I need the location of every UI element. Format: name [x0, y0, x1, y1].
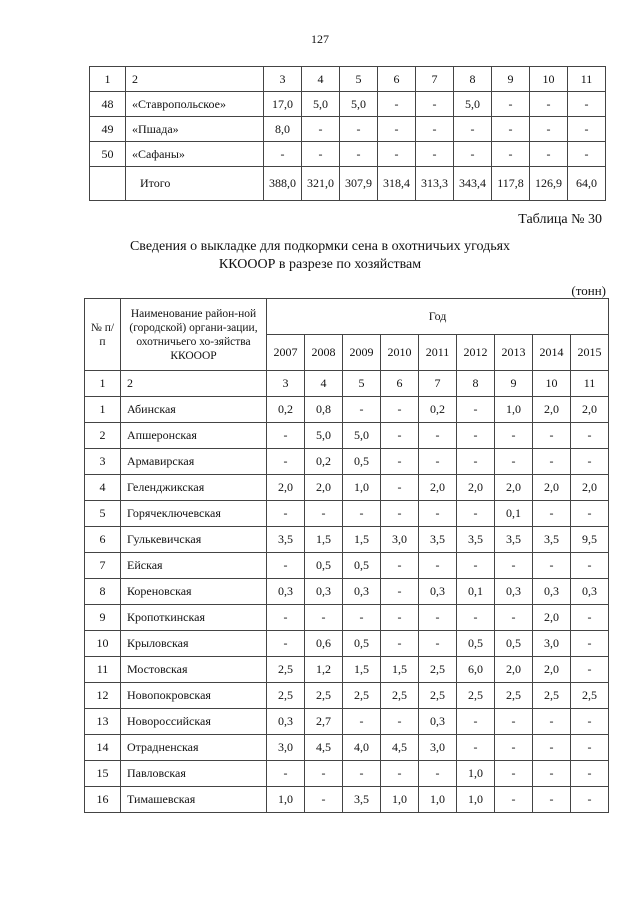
- table-cell: Итого: [126, 167, 264, 201]
- table-cell: 0,5: [305, 553, 343, 579]
- table-cell: -: [419, 501, 457, 527]
- table-cell: 11: [85, 657, 121, 683]
- table-cell: -: [267, 553, 305, 579]
- table-cell: -: [571, 449, 609, 475]
- table-cell: 9: [495, 371, 533, 397]
- table-cell: 12: [85, 683, 121, 709]
- table-cell: «Пшада»: [126, 117, 264, 142]
- table-cell: -: [530, 117, 568, 142]
- table-cell: 343,4: [454, 167, 492, 201]
- table-cell: 5: [340, 67, 378, 92]
- table-cell: 10: [85, 631, 121, 657]
- table-cell: 0,8: [305, 397, 343, 423]
- unit-label: (тонн): [571, 283, 606, 298]
- table-cell: -: [571, 631, 609, 657]
- table-cell: Геленджикская: [121, 475, 267, 501]
- table-cell: 4,5: [305, 735, 343, 761]
- table-cell: 126,9: [530, 167, 568, 201]
- continued-table: [89, 66, 606, 201]
- table-cell: Отрадненская: [121, 735, 267, 761]
- table-cell: 2,0: [571, 475, 609, 501]
- table-cell: Кропоткинская: [121, 605, 267, 631]
- hay-feeding-table: [84, 298, 609, 813]
- table-cell: Новопокровская: [121, 683, 267, 709]
- table-cell: 2,0: [533, 605, 571, 631]
- table-cell: -: [305, 787, 343, 813]
- table-row: [85, 735, 609, 761]
- table-cell: -: [416, 142, 454, 167]
- table-cell: -: [454, 117, 492, 142]
- table-cell: 3,0: [381, 527, 419, 553]
- table-cell: -: [533, 735, 571, 761]
- table-cell: -: [571, 501, 609, 527]
- table-cell: -: [343, 709, 381, 735]
- table-cell: 13: [85, 709, 121, 735]
- table-cell: -: [533, 449, 571, 475]
- caption-line-1: Сведения о выкладке для подкормки сена в охотничьих угодьях: [129, 239, 511, 254]
- table-row: [85, 475, 609, 501]
- table-cell: 2,0: [495, 475, 533, 501]
- table-cell: -: [571, 657, 609, 683]
- table-cell: 9: [492, 67, 530, 92]
- table-cell: -: [340, 142, 378, 167]
- page-number: 127: [311, 32, 329, 46]
- table-cell: 3,5: [495, 527, 533, 553]
- table-cell: 0,3: [267, 709, 305, 735]
- table-cell: -: [381, 605, 419, 631]
- table-cell: -: [381, 423, 419, 449]
- table-cell: 1,0: [457, 761, 495, 787]
- table-cell: 3,0: [533, 631, 571, 657]
- table-cell: -: [457, 397, 495, 423]
- table-cell: 4: [305, 371, 343, 397]
- table-cell: 4: [302, 67, 340, 92]
- table-cell: 1,0: [457, 787, 495, 813]
- table-cell: -: [495, 423, 533, 449]
- table-row: [85, 631, 609, 657]
- table-cell: 1,0: [419, 787, 457, 813]
- table-cell: 313,3: [416, 167, 454, 201]
- table-cell: -: [381, 579, 419, 605]
- table-cell: 2,5: [457, 683, 495, 709]
- table-cell: 11: [571, 371, 609, 397]
- table-cell: 2,5: [381, 683, 419, 709]
- year-header: 2008: [305, 335, 343, 371]
- table-cell: -: [495, 709, 533, 735]
- table-cell: 2,5: [267, 657, 305, 683]
- table-cell: 9,5: [571, 527, 609, 553]
- table-cell: 0,5: [343, 553, 381, 579]
- table-row: [85, 553, 609, 579]
- table-cell: 3,0: [419, 735, 457, 761]
- table-cell: -: [457, 605, 495, 631]
- table-cell: 14: [85, 735, 121, 761]
- table-cell: 10: [533, 371, 571, 397]
- table-cell: 4,5: [381, 735, 419, 761]
- table-cell: -: [533, 423, 571, 449]
- table-cell: 0,1: [495, 501, 533, 527]
- table-row: [90, 117, 606, 142]
- table-cell: 3: [264, 67, 302, 92]
- table-cell: 5,0: [340, 92, 378, 117]
- table-row: [85, 657, 609, 683]
- table-cell: 5,0: [343, 423, 381, 449]
- table-cell: 0,5: [343, 631, 381, 657]
- table-cell: Гулькевичская: [121, 527, 267, 553]
- table-cell: 0,3: [419, 579, 457, 605]
- table-cell: -: [343, 397, 381, 423]
- table-cell: 2,5: [305, 683, 343, 709]
- table-cell: 2,0: [267, 475, 305, 501]
- table-cell: 11: [568, 67, 606, 92]
- table-total-row: [90, 167, 606, 201]
- table-cell: -: [571, 605, 609, 631]
- table-cell: 2,5: [571, 683, 609, 709]
- table-cell: -: [571, 787, 609, 813]
- table-cell: 318,4: [378, 167, 416, 201]
- table-cell: -: [416, 117, 454, 142]
- table-cell: 1: [90, 67, 126, 92]
- table-cell: 0,3: [305, 579, 343, 605]
- table-cell: 49: [90, 117, 126, 142]
- table-cell: 0,3: [533, 579, 571, 605]
- table-cell: 1,0: [381, 787, 419, 813]
- table-row: [85, 397, 609, 423]
- table-cell: -: [568, 142, 606, 167]
- table-cell: 2,0: [305, 475, 343, 501]
- table-cell: 0,3: [495, 579, 533, 605]
- table-cell: -: [378, 142, 416, 167]
- table-cell: 5,0: [302, 92, 340, 117]
- table-cell: 2: [121, 371, 267, 397]
- table-cell: Мостовская: [121, 657, 267, 683]
- table-cell: 5,0: [305, 423, 343, 449]
- table-cell: -: [571, 709, 609, 735]
- table-cell: -: [571, 423, 609, 449]
- table-cell: 5,0: [454, 92, 492, 117]
- table-cell: -: [267, 449, 305, 475]
- table-row: [85, 605, 609, 631]
- table-cell: 2,5: [495, 683, 533, 709]
- table-cell: 6: [85, 527, 121, 553]
- table-cell: -: [378, 92, 416, 117]
- header-year: Год: [267, 299, 609, 335]
- table-cell: 2,0: [457, 475, 495, 501]
- table-cell: 10: [530, 67, 568, 92]
- table-cell: 1: [85, 371, 121, 397]
- table-cell: 0,5: [457, 631, 495, 657]
- year-header: 2011: [419, 335, 457, 371]
- table-cell: Апшеронская: [121, 423, 267, 449]
- table-cell: 3,5: [343, 787, 381, 813]
- caption-line-2: ККОООР в разрезе по хозяйствам: [218, 257, 422, 272]
- table-cell: -: [267, 631, 305, 657]
- year-header: 2010: [381, 335, 419, 371]
- table-cell: -: [305, 761, 343, 787]
- table-cell: -: [492, 92, 530, 117]
- table-cell: 2,0: [533, 657, 571, 683]
- table-cell: 3,0: [267, 735, 305, 761]
- table-cell: 48: [90, 92, 126, 117]
- table-cell: -: [381, 449, 419, 475]
- table-cell: 2: [85, 423, 121, 449]
- table-index-row: [85, 371, 609, 397]
- table-cell: 0,5: [495, 631, 533, 657]
- table-cell: 3: [267, 371, 305, 397]
- table-cell: -: [416, 92, 454, 117]
- table-cell: -: [568, 92, 606, 117]
- table-row: [85, 449, 609, 475]
- table-row: [85, 501, 609, 527]
- table-cell: 2,5: [419, 657, 457, 683]
- year-header: 2015: [571, 335, 609, 371]
- table-cell: -: [533, 709, 571, 735]
- table-index-row: [90, 67, 606, 92]
- table-cell: 17,0: [264, 92, 302, 117]
- table-cell: 307,9: [340, 167, 378, 201]
- table-cell: 1,0: [267, 787, 305, 813]
- table-cell: -: [495, 761, 533, 787]
- table-cell: -: [495, 449, 533, 475]
- table-cell: -: [381, 709, 419, 735]
- table-cell: 7: [416, 67, 454, 92]
- table-cell: 0,3: [343, 579, 381, 605]
- table-cell: «Сафаны»: [126, 142, 264, 167]
- table-cell: Абинская: [121, 397, 267, 423]
- table-cell: -: [495, 787, 533, 813]
- table-cell: -: [378, 117, 416, 142]
- table-cell: -: [343, 605, 381, 631]
- table-row: [85, 527, 609, 553]
- table-cell: 2,0: [571, 397, 609, 423]
- table-cell: 0,2: [419, 397, 457, 423]
- table-cell: 3,5: [267, 527, 305, 553]
- table-cell: 4: [85, 475, 121, 501]
- table-cell: 0,3: [267, 579, 305, 605]
- table-cell: -: [419, 605, 457, 631]
- table-cell: 6: [378, 67, 416, 92]
- table-cell: 3,5: [419, 527, 457, 553]
- table-cell: Ейская: [121, 553, 267, 579]
- table-cell: -: [419, 761, 457, 787]
- table-cell: -: [530, 92, 568, 117]
- table-cell: 1,0: [495, 397, 533, 423]
- table-row: [85, 423, 609, 449]
- table-cell: -: [457, 735, 495, 761]
- table-cell: -: [571, 735, 609, 761]
- table-cell: -: [340, 117, 378, 142]
- table-cell: -: [457, 553, 495, 579]
- table-number-label: Таблица № 30: [518, 212, 602, 227]
- table-cell: -: [492, 117, 530, 142]
- table-cell: 2,5: [419, 683, 457, 709]
- table-cell: 0,2: [267, 397, 305, 423]
- table-cell: 6: [381, 371, 419, 397]
- table-cell: 50: [90, 142, 126, 167]
- table-cell: Новороссийская: [121, 709, 267, 735]
- table-cell: 3: [85, 449, 121, 475]
- table-cell: 6,0: [457, 657, 495, 683]
- table-cell: 0,5: [343, 449, 381, 475]
- table-cell: 0,3: [419, 709, 457, 735]
- table-caption: [0, 238, 640, 274]
- table-cell: -: [267, 423, 305, 449]
- table-cell: 2,0: [495, 657, 533, 683]
- table-cell: -: [302, 142, 340, 167]
- year-header: 2014: [533, 335, 571, 371]
- table-cell: -: [530, 142, 568, 167]
- table-cell: -: [267, 761, 305, 787]
- table-cell: -: [381, 475, 419, 501]
- table-cell: -: [571, 553, 609, 579]
- table-cell: -: [419, 423, 457, 449]
- table-cell: -: [302, 117, 340, 142]
- table-row: [85, 761, 609, 787]
- table-cell: -: [533, 787, 571, 813]
- table-cell: 8: [457, 371, 495, 397]
- table-cell: -: [571, 761, 609, 787]
- table-cell: 4,0: [343, 735, 381, 761]
- table-cell: -: [533, 553, 571, 579]
- table-row: [90, 142, 606, 167]
- table-cell: 7: [85, 553, 121, 579]
- table-cell: 3,5: [533, 527, 571, 553]
- table-cell: [90, 167, 126, 201]
- table-cell: 2,7: [305, 709, 343, 735]
- table-row: [85, 579, 609, 605]
- table-cell: 2,0: [533, 475, 571, 501]
- table-cell: -: [381, 553, 419, 579]
- table-cell: 8: [85, 579, 121, 605]
- table-cell: -: [457, 423, 495, 449]
- table-cell: -: [454, 142, 492, 167]
- table-cell: -: [457, 709, 495, 735]
- table-cell: -: [343, 501, 381, 527]
- table-cell: Армавирская: [121, 449, 267, 475]
- table-cell: 1,0: [343, 475, 381, 501]
- table-cell: 7: [419, 371, 457, 397]
- table-cell: 1: [85, 397, 121, 423]
- table-cell: 5: [85, 501, 121, 527]
- table-cell: 1,5: [343, 527, 381, 553]
- table-cell: -: [533, 761, 571, 787]
- table-cell: 117,8: [492, 167, 530, 201]
- year-header: 2009: [343, 335, 381, 371]
- table-cell: 2,5: [343, 683, 381, 709]
- table-cell: -: [343, 761, 381, 787]
- table-cell: 2: [126, 67, 264, 92]
- table-cell: -: [381, 631, 419, 657]
- table-cell: 3,5: [457, 527, 495, 553]
- table-row: [90, 92, 606, 117]
- table-cell: 16: [85, 787, 121, 813]
- table-cell: -: [267, 605, 305, 631]
- table-cell: -: [419, 553, 457, 579]
- table-cell: 15: [85, 761, 121, 787]
- table-row: [85, 787, 609, 813]
- table-cell: -: [264, 142, 302, 167]
- table-cell: 0,6: [305, 631, 343, 657]
- table-cell: -: [492, 142, 530, 167]
- table-cell: -: [533, 501, 571, 527]
- table-cell: -: [568, 117, 606, 142]
- table-cell: 8,0: [264, 117, 302, 142]
- table-cell: 64,0: [568, 167, 606, 201]
- table-row: [85, 683, 609, 709]
- table-cell: 2,5: [533, 683, 571, 709]
- header-number: № п/п: [85, 299, 121, 371]
- table-cell: 2,0: [419, 475, 457, 501]
- table-cell: -: [419, 449, 457, 475]
- table-cell: Крыловская: [121, 631, 267, 657]
- table-cell: 1,5: [305, 527, 343, 553]
- table-cell: 0,3: [571, 579, 609, 605]
- table-cell: -: [495, 735, 533, 761]
- table-cell: «Ставропольское»: [126, 92, 264, 117]
- table-cell: 1,2: [305, 657, 343, 683]
- table-cell: 9: [85, 605, 121, 631]
- table-cell: -: [495, 605, 533, 631]
- table-cell: 1,5: [381, 657, 419, 683]
- table-cell: 8: [454, 67, 492, 92]
- table-cell: 321,0: [302, 167, 340, 201]
- table-cell: Тимашевская: [121, 787, 267, 813]
- table-cell: -: [457, 501, 495, 527]
- table-cell: -: [381, 397, 419, 423]
- table-cell: -: [495, 553, 533, 579]
- year-header: 2007: [267, 335, 305, 371]
- year-header: 2013: [495, 335, 533, 371]
- year-header: 2012: [457, 335, 495, 371]
- table-cell: 5: [343, 371, 381, 397]
- table-cell: -: [305, 501, 343, 527]
- table-cell: 2,0: [533, 397, 571, 423]
- table-cell: Кореновская: [121, 579, 267, 605]
- table-cell: -: [419, 631, 457, 657]
- table-row: [85, 709, 609, 735]
- table-cell: Павловская: [121, 761, 267, 787]
- header-organization: Наименование район-ной (городской) органи-зации, охотничьего хо-зяйства ККОООР: [121, 299, 267, 371]
- table-cell: -: [381, 501, 419, 527]
- table-cell: 388,0: [264, 167, 302, 201]
- table-cell: 1,5: [343, 657, 381, 683]
- table-cell: 2,5: [267, 683, 305, 709]
- table-cell: -: [457, 449, 495, 475]
- table-cell: Горячеключевская: [121, 501, 267, 527]
- table-cell: -: [305, 605, 343, 631]
- table-cell: 0,2: [305, 449, 343, 475]
- table-cell: -: [381, 761, 419, 787]
- table-cell: -: [267, 501, 305, 527]
- table-cell: 0,1: [457, 579, 495, 605]
